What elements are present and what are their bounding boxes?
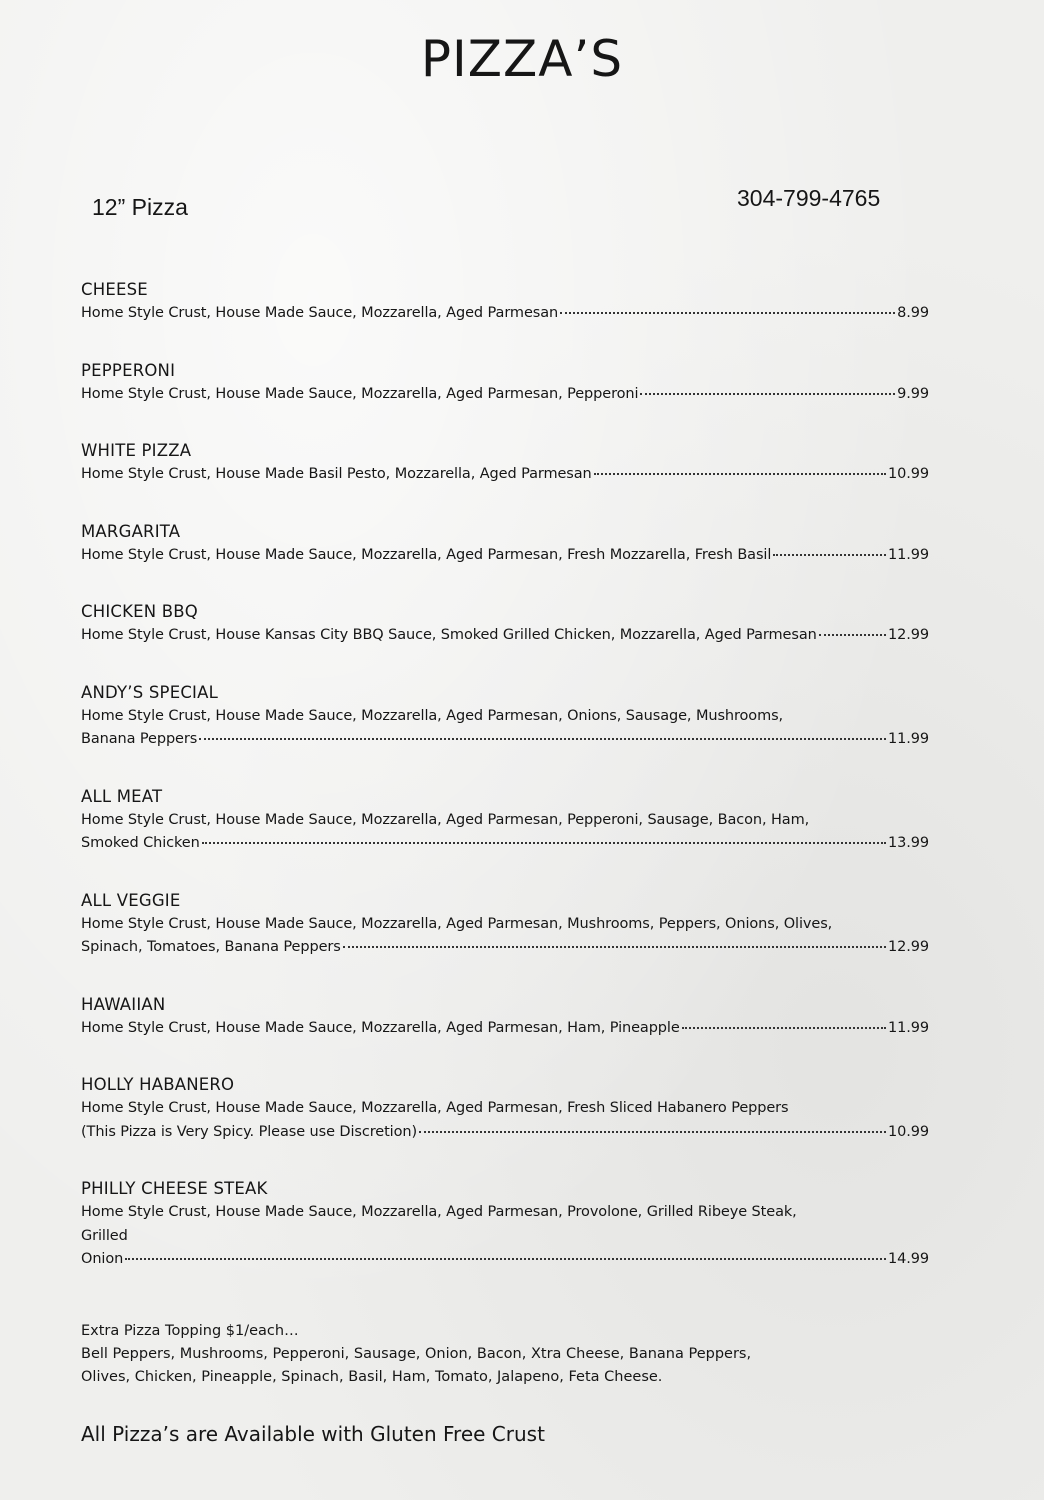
description-price-line [81,463,929,487]
menu-item-name: HOLLY HABANERO [81,1075,235,1094]
description-line: Home Style Crust, House Kansas City BBQ Sauce, Smoked Grilled Chicken, Mozzarella, Aged Parmesan [81,627,817,643]
menu-item [81,278,929,326]
description-price-line [81,1017,929,1041]
description-line: Home Style Crust, House Made Sauce, Mozzarella, Aged Parmesan, Onions, Sausage, Mushrooms, [81,707,784,724]
description-price-line [81,302,929,326]
menu-item [81,889,929,960]
dot-leader [640,393,895,395]
description-line: Home Style Crust, House Made Sauce, Mozzarella, Aged Parmesan, Pepperoni [81,385,639,402]
menu-item-description [81,705,929,752]
extra-toppings-heading: Extra Pizza Topping $1/each… [81,1323,299,1339]
menu-item-price: 8.99 [897,305,929,321]
menu-item-name: MARGARITA [81,521,181,541]
menu-item-name: HAWAIIAN [81,994,166,1014]
extra-toppings-line: Bell Peppers, Mushrooms, Pepperoni, Sausage, Onion, Bacon, Xtra Cheese, Banana Peppers, [81,1346,752,1362]
menu-item-description [81,1097,929,1144]
dot-leader [594,473,886,475]
dot-leader [773,554,886,556]
description-price-line [81,936,929,960]
description-line: Home Style Crust, House Made Sauce, Mozzarella, Aged Parmesan [81,305,559,321]
menu-item-description [81,463,929,487]
description-price-line [81,1248,929,1272]
menu-item-price: 11.99 [887,546,929,563]
menu-list [81,278,929,1305]
menu-item-description [81,809,929,856]
menu-item-description [81,1201,929,1272]
menu-item-price: 9.99 [897,385,929,402]
menu-item-price: 11.99 [887,1019,929,1036]
dot-leader [343,946,886,948]
menu-item-description [81,624,929,648]
description-line: Home Style Crust, House Made Sauce, Mozzarella, Aged Parmesan, Ham, Pineapple [81,1019,680,1036]
menu-item-price: 10.99 [887,466,929,482]
menu-item-name: PHILLY CHEESE STEAK [81,1179,268,1198]
menu-item-price: 11.99 [887,731,929,747]
pizza-size-label: 12” Pizza [92,194,188,220]
menu-item-price: 13.99 [887,835,929,851]
description-line: Home Style Crust, House Made Sauce, Mozzarella, Aged Parmesan, Mushrooms, Peppers, Onions, Olives, [81,915,833,932]
menu-item-name: CHICKEN BBQ [81,602,198,621]
dot-leader [202,842,886,844]
description-line: Home Style Crust, House Made Sauce, Mozzarella, Aged Parmesan, Fresh Sliced Habanero Peppers [81,1100,789,1116]
menu-item [81,439,929,487]
description-line: Home Style Crust, House Made Sauce, Mozzarella, Aged Parmesan, Fresh Mozzarella, Fresh Basil [81,546,772,563]
menu-item [81,993,929,1041]
dot-leader [682,1027,886,1029]
menu-item [81,520,929,568]
page-title: PIZZA’S [420,30,624,88]
description-line: Banana Peppers [81,731,198,747]
extra-toppings-line: Olives, Chicken, Pineapple, Spinach, Basil, Ham, Tomato, Jalapeno, Feta Cheese. [81,1369,663,1385]
description-line: Spinach, Tomatoes, Banana Peppers [81,939,341,955]
menu-item-price: 14.99 [887,1251,929,1267]
dot-leader [560,312,895,314]
description-price-line [81,1121,929,1145]
menu-item-description [81,913,929,960]
phone-number: 304-799-4765 [737,185,881,211]
menu-item [81,681,929,752]
description-price-line [81,832,929,856]
menu-item [81,359,929,407]
description-line: Home Style Crust, House Made Sauce, Mozzarella, Aged Parmesan, Provolone, Grilled Ribeye Steak, [81,1204,797,1220]
description-line: Home Style Crust, House Made Basil Pesto, Mozzarella, Aged Parmesan [81,466,592,482]
extra-toppings [81,1320,841,1389]
menu-item-name: WHITE PIZZA [81,441,192,460]
description-line: Onion [81,1251,124,1267]
description-line: Smoked Chicken [81,835,200,851]
menu-item-name: ALL VEGGIE [81,890,181,910]
menu-item [81,600,929,648]
description-line: (This Pizza is Very Spicy. Please use Discretion) [81,1123,418,1140]
menu-item-name: ALL MEAT [81,786,163,806]
description-price-line [81,728,929,752]
menu-item-description [81,383,929,407]
description-line: Home Style Crust, House Made Sauce, Mozzarella, Aged Parmesan, Pepperoni, Sausage, Bacon, Ham, [81,811,810,828]
menu-item [81,1073,929,1144]
description-line: Grilled [81,1227,128,1244]
dot-leader [819,634,886,636]
menu-item-price: 12.99 [887,627,929,643]
dot-leader [125,1258,886,1260]
dot-leader [419,1131,886,1133]
description-price-line [81,383,929,407]
description-price-line [81,544,929,568]
menu-item [81,785,929,856]
menu-item-description [81,1017,929,1041]
menu-item-description [81,302,929,326]
description-price-line [81,624,929,648]
menu-item-price: 10.99 [887,1123,929,1140]
menu-item-name: CHEESE [81,280,148,299]
dot-leader [199,738,886,740]
menu-item-name: PEPPERONI [81,360,176,380]
menu-item-price: 12.99 [887,939,929,955]
gluten-free-note: All Pizza’s are Available with Gluten Free Crust [81,1422,545,1446]
menu-item [81,1177,929,1272]
menu-item-description [81,544,929,568]
menu-item-name: ANDY’S SPECIAL [81,682,218,702]
